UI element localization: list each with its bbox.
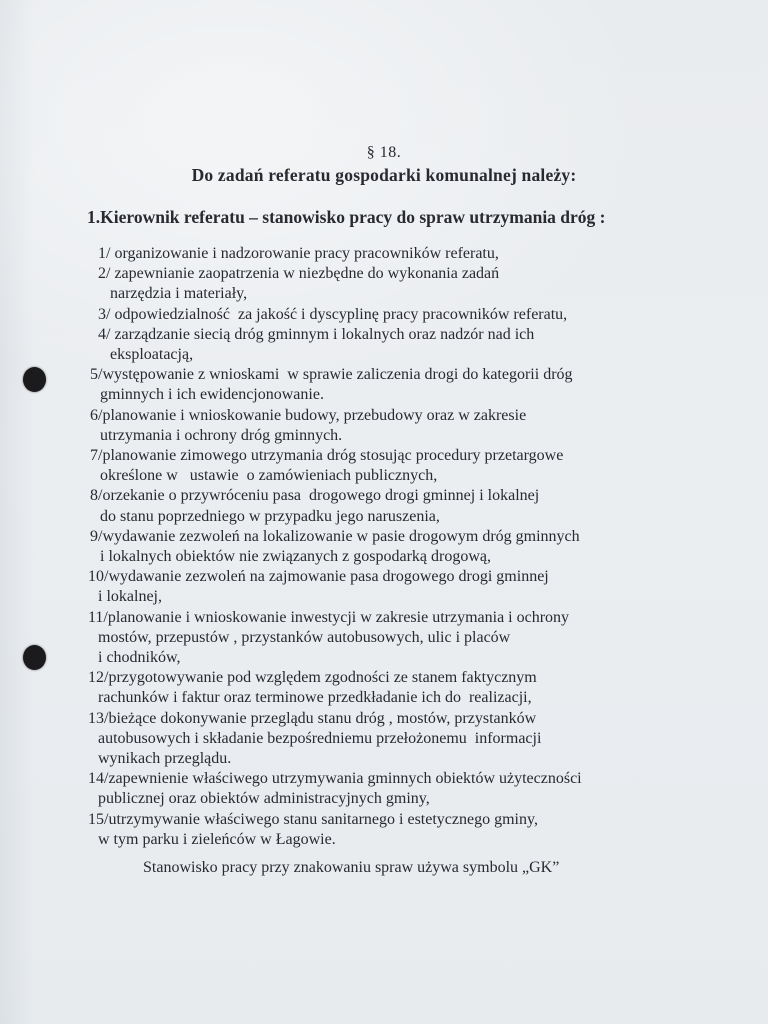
- list-line: 15/utrzymywanie właściwego stanu sanitarnego i estetycznego gminy,: [88, 810, 538, 828]
- list-line: 10/wydawanie zezwoleń na zajmowanie pasa drogowego drogi gminnej: [88, 568, 549, 586]
- list-line: i lokalnych obiektów nie związanych z gospodarką drogową,: [100, 548, 491, 566]
- list-line: 7/planowanie zimowego utrzymania dróg stosując procedury przetargowe: [90, 447, 564, 465]
- list-line: wynikach przeglądu.: [98, 750, 232, 768]
- list-line: utrzymania i ochrony dróg gminnych.: [100, 426, 343, 444]
- list-line: 13/bieżące dokonywanie przeglądu stanu dróg , mostów, przystanków: [88, 709, 537, 727]
- list-line: 3/ odpowiedzialność za jakość i dyscyplinę pracy pracowników referatu,: [98, 305, 568, 323]
- list-line: i lokalnej,: [98, 588, 162, 606]
- footer-note: Stanowisko pracy przy znakowaniu spraw używa symbolu „GK”: [143, 859, 560, 877]
- list-line: 8/orzekanie o przywróceniu pasa drogowego drogi gminnej i lokalnej: [90, 487, 540, 505]
- list-line: 2/ zapewnianie zaopatrzenia w niezbędne do wykonania zadań: [98, 265, 500, 283]
- list-line: 4/ zarządzanie siecią dróg gminnym i lokalnych oraz nadzór nad ich: [98, 325, 535, 343]
- document-heading: Do zadań referatu gospodarki komunalnej należy:: [191, 165, 577, 185]
- list-line: 1/ organizowanie i nadzorowanie pracy pracowników referatu,: [98, 245, 499, 262]
- list-line: eksploatacją,: [110, 346, 194, 364]
- list-line: publicznej oraz obiektów administracyjnych gminy,: [98, 790, 430, 808]
- list-line: 14/zapewnienie właściwego utrzymywania gminnych obiektów użyteczności: [88, 770, 582, 788]
- list-line: określone w ustawie o zamówieniach publicznych,: [100, 467, 438, 485]
- document-subheading: 1.Kierownik referatu – stanowisko pracy do spraw utrzymania dróg :: [87, 207, 606, 227]
- list-line: 11/planowanie i wnioskowanie inwestycji w zakresie utrzymania i ochrony: [88, 608, 570, 626]
- list-line: i chodników,: [98, 649, 181, 667]
- list-line: 6/planowanie i wnioskowanie budowy, przebudowy oraz w zakresie: [90, 406, 527, 424]
- hole-punch-mark-top: [23, 367, 46, 392]
- list-line: autobusowych i składanie bezpośredniemu przełożonemu informacji: [98, 729, 542, 747]
- list-line: do stanu poprzedniego w przypadku jego naruszenia,: [100, 507, 440, 525]
- list-line: narzędzia i materiały,: [110, 285, 248, 303]
- list-line: 5/występowanie z wnioskami w sprawie zaliczenia drogi do kategorii dróg: [90, 366, 573, 384]
- task-list: [0, 244, 768, 850]
- hole-punch-mark-bottom: [23, 645, 46, 670]
- list-line: mostów, przepustów , przystanków autobusowych, ulic i placów: [98, 628, 511, 646]
- list-line: rachunków i faktur oraz terminowe przedkładanie ich do realizacji,: [98, 689, 532, 707]
- list-line: gminnych i ich ewidencjonowanie.: [100, 386, 324, 404]
- list-line: 9/wydawanie zezwoleń na lokalizowanie w pasie drogowym dróg gminnych: [90, 527, 580, 545]
- list-line: w tym parku i zieleńców w Łagowie.: [98, 830, 336, 848]
- list-line: 12/przygotowywanie pod względem zgodności ze stanem faktycznym: [88, 669, 537, 687]
- section-number: § 18.: [366, 144, 402, 161]
